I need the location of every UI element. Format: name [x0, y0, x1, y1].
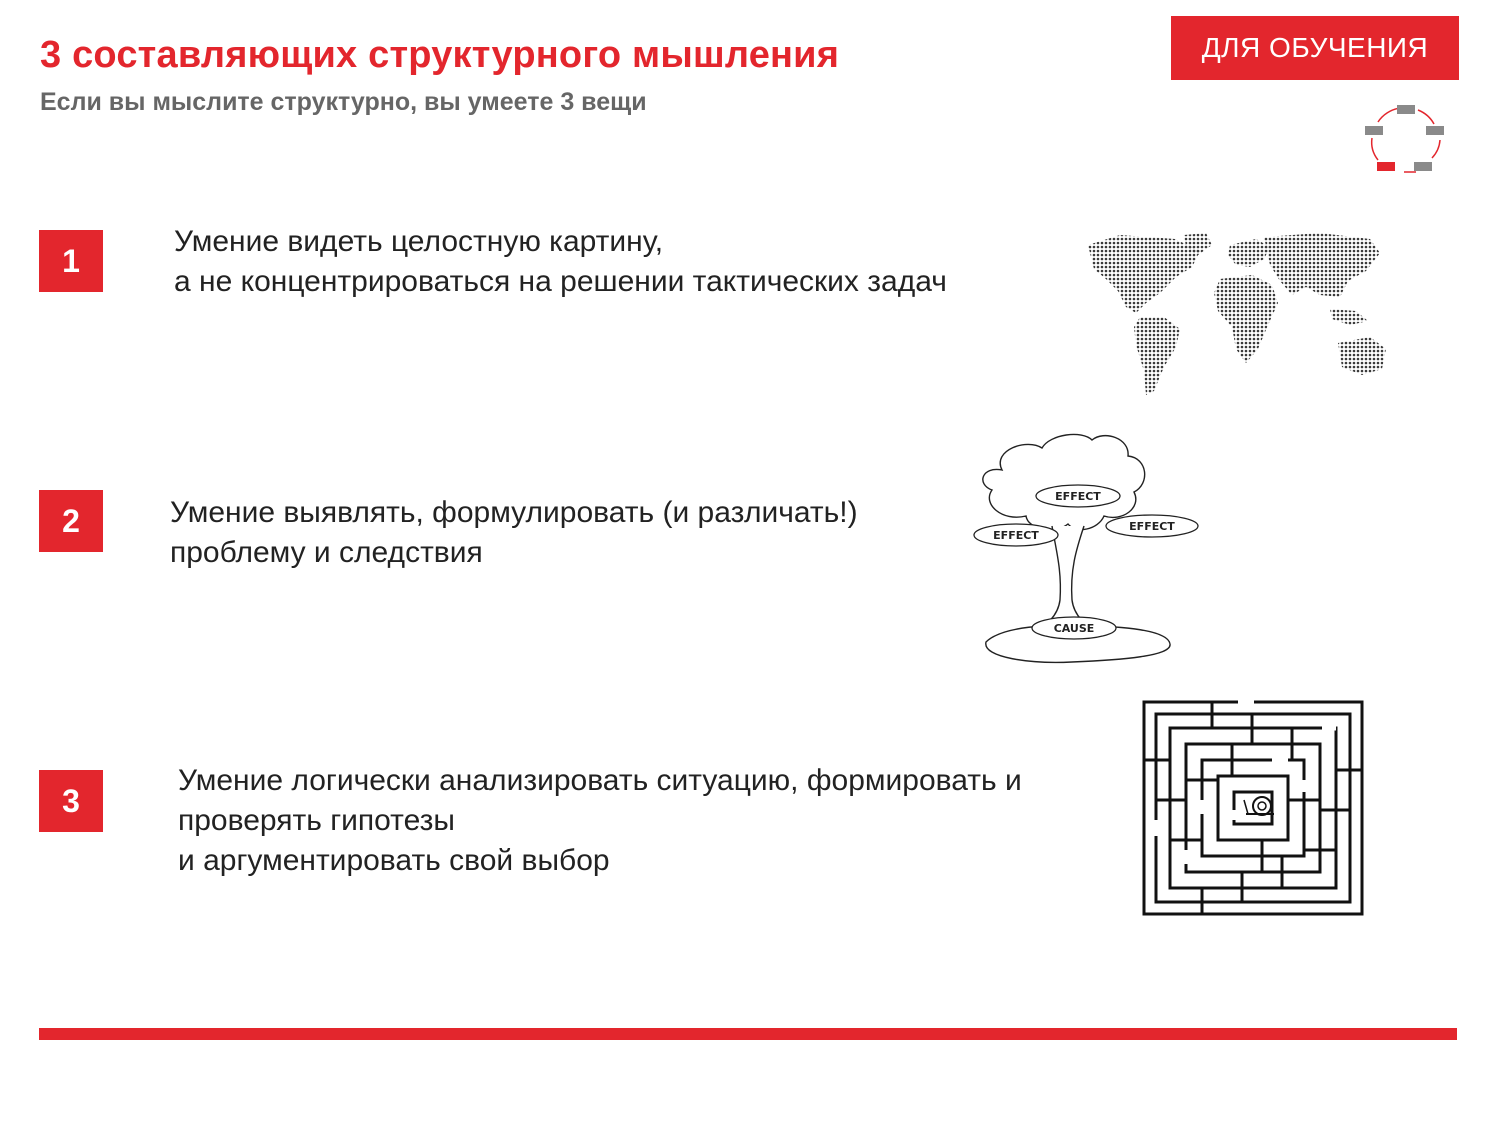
item-3-line-3: и аргументировать свой выбор: [178, 844, 610, 877]
snail-icon: [1244, 797, 1274, 815]
item-1-line-2: а не концентрироваться на решении тактических задач: [174, 265, 947, 298]
item-text-2: [170, 493, 858, 573]
bottom-divider: [39, 1028, 1457, 1040]
item-2-line-1: Умение выявлять, формулировать (и различать!): [170, 496, 858, 529]
item-3-line-1: Умение логически анализировать ситуацию, формировать и: [178, 764, 1022, 797]
slide-title: 3 составляющих структурного мышления: [40, 34, 840, 76]
item-1-line-1: Умение видеть целостную картину,: [174, 225, 664, 258]
cause-label: CAUSE: [1053, 622, 1095, 635]
effect-label-right: EFFECT: [1129, 520, 1175, 533]
effect-label-top: EFFECT: [1055, 490, 1101, 503]
maze-icon: [1142, 700, 1364, 916]
effect-label-left: EFFECT: [993, 529, 1039, 542]
item-number-3: 3: [39, 770, 103, 832]
item-2-line-2: проблему и следствия: [170, 536, 483, 569]
cause-effect-tree-icon: [972, 430, 1202, 670]
item-text-1: [174, 222, 947, 302]
slide-subtitle: Если вы мыслите структурно, вы умеете 3 вещи: [40, 88, 647, 116]
for-training-badge: ДЛЯ ОБУЧЕНИЯ: [1171, 16, 1459, 80]
item-number-1: 1: [39, 230, 103, 292]
process-cycle-icon: [1360, 100, 1448, 178]
world-map-icon: [1080, 225, 1400, 405]
item-3-line-2: проверять гипотезы: [178, 804, 455, 837]
item-number-2: 2: [39, 490, 103, 552]
item-text-3: [178, 761, 1022, 881]
